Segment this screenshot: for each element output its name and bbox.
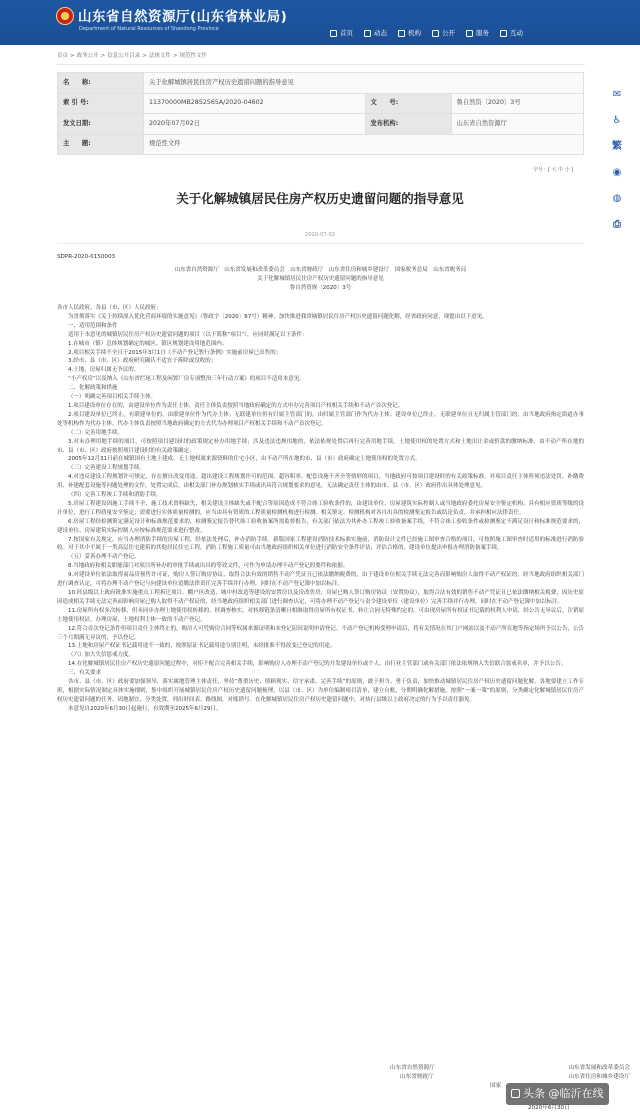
nav-item-3[interactable] (432, 28, 455, 39)
breadcrumb (57, 52, 585, 61)
nav-item-4[interactable] (466, 28, 489, 39)
font-size-control[interactable]: 字号：[ 大 中 小 ] (533, 167, 574, 173)
nav-item-label: 公开 (442, 29, 455, 37)
org-value: 山东省自然资源厅 (451, 114, 584, 135)
name-label: 名 称: (58, 73, 144, 94)
paragraph: 1.项目建设单位存在的，由建设单位作为责任主体。责任主体负责按照当地政府确定的方式申办完善项目产权相关手续和不动产首次登记。 (68, 402, 404, 409)
nav-item-2[interactable] (398, 28, 421, 39)
divider (57, 64, 585, 65)
paragraph: 各市、县（市、区）政府要加强领导，落实属地管理主体责任，坚持“尊重历史、照顾现实、信守承诺、完善手续”的原则，敢于担当、勇于负责，加快推动城镇居民住房产权历史遗留问题化解。各地要建立工作专班，根据实际情况制定具体实施细则，集中组织开展城镇居民住房产权历史遗留问题梳理，以县（市、区）为单位编制项目清单，建立台账，分期明确化解措施，按照“一案一策”的原则，分类确定化解城镇居民住房产权历史遗留问题的任务、因地制宜、分类处置，列出时间表、路线图，对账销号。在化解城镇居民住房产权历史遗留问题中，对执行县级以上政府决定的行为予以责任豁免。 (57, 679, 584, 703)
site-title[interactable]: 山东省自然资源厅(山东省林业局) (78, 9, 288, 25)
nav-item-label: 机构 (408, 29, 421, 37)
paragraph: 5.房屋工程建设因施工手续不全、施工技术资料缺失、相关建设主体缺失或不配合等原因造成不符合竣工验收条件的，由建设单位、房屋建筑实际控制人或当地政府委托房屋安全鉴定机构、具有相应资质等级的设计单位，进行工程质量安全鉴定；需要进行实体质量检测的，应当由具有资质的工程质量检测机构进行检测。相关鉴定、检测机构对各自出具的检测鉴定报告或结论负责，并承担相应法律责任。 (57, 500, 584, 516)
nav-item-label: 首页 (340, 29, 353, 37)
divider (57, 243, 584, 244)
paragraph: 6.房屋工程经检测鉴定满足设计和标准规范要求的，检测鉴定报告替代竣工验收备案所需监督报告，有关部门依法为其补办工程竣工验收备案手续，不符合竣工验收条件或检测鉴定不满足设计和标准规范要求的，建设单位、房屋建筑实际控制人应按标准规范要求进行整改。 (57, 518, 584, 534)
service-icon (466, 30, 473, 37)
breadcrumb-item[interactable]: 法规文件 (148, 53, 171, 59)
date-value: 2020年07月02日 (144, 114, 366, 135)
breadcrumb-item[interactable]: 信息公开目录 (107, 53, 141, 59)
paragraph: 本意见自2020年6月30日起施行，有效期至2025年6月29日。 (68, 705, 222, 712)
breadcrumb-item[interactable]: 规范性文件 (179, 53, 208, 59)
paragraph: 11.房屋所有权多次转移，但未同步办理土地使用权转移的，经调查核实，对转移链条清晰且相继取得房屋所有权证书、转让合同无特殊约定的，可由现房屋所有权证书记载的权利人申请，经公告无异议后，注销原土地使用权证，办理房屋、土地权利主体一致的不动产登记。 (57, 607, 584, 623)
signature-org: 山东省发展和改革委员会 (568, 1065, 630, 1071)
topic-label: 主 题: (58, 134, 144, 155)
paragraph: 14.在化解城镇居民住房产权历史遗留问题过程中，对拒不配合完善相关手续，影响购房人办理不动产登记的开发建设单位或个人，由行业主管部门或有关部门依法依规纳入失信联合惩戒名单，并予以公告。 (68, 661, 567, 668)
paragraph: （四）完善工程竣工手续和消防手续。 (68, 492, 162, 499)
issuers-title: 关于化解城镇居民住房产权历史遗留问题的指导意见 (257, 275, 384, 282)
main-nav (330, 28, 523, 39)
breadcrumb-separator: > (142, 53, 147, 59)
site-header (0, 0, 640, 45)
watermark (506, 1083, 609, 1105)
side-toolbar (606, 86, 628, 242)
breadcrumb-item[interactable]: 首页 (57, 53, 69, 59)
issuers-block (57, 266, 584, 293)
paragraph: “小产权房”以及纳入《山东省烂尾工程及闲置厂房专项整治三年行动方案》的项目不适用本意见。 (68, 376, 305, 383)
paragraph: （三）完善建设工程规划手续。 (68, 465, 146, 472)
paragraph: 3.对未办理用地手续的项目，可按照项目建设时的政策规定补办用地手续；涉及违法违规用地的，依法依规处置后再行完善用地手续。土地使用权的处置方式和土地出让金或价款的缴纳标准，由不动产所在地的市、县（市、区）政府按照项目建设时的有关政策确定。 (57, 438, 584, 454)
watermark-icon (511, 1089, 520, 1098)
paragraph: 各市人民政府，各县（市、区）人民政府： (57, 305, 162, 311)
document-title: 关于化解城镇居民住房产权历史遗留问题的指导意见 (176, 191, 464, 206)
docno-value: 鲁自然资〔2020〕3号 (451, 93, 584, 114)
breadcrumb-separator: > (70, 53, 75, 59)
paragraph: 9.对建设单位依法取得商品房预售许可证，购房人签订购房协议、取得合法有效的销售不动产凭证且已依法缴纳税费的，由于建设单位相关手续无法完善而影响购房人取得不动产权证的，经当地政府组织相关部门进行调查认定，可将办理不动产登记与向建设单位追缴法律责任完善手续并行办理，同时在不动产登记簿中加以标注。 (57, 572, 584, 588)
mail-icon[interactable]: ✉ (612, 88, 622, 100)
paragraph: 2.项目相关手续不全且于2015年3月1日《不动产登记暂行条例》实施前房屋已出售的； (68, 349, 282, 356)
index-label: 索 引 号: (58, 93, 144, 114)
name-value: 关于化解城镇居民住房产权历史遗留问题的指导意见 (144, 73, 584, 94)
paragraph: 2.项目建设单位已终止，有联建单位的，由联建单位作为代办主体；无联建单位但有归属主管部门的，由归属主管部门作为代办主体；建设单位已终止，无联建单位且无归属主管部门的，由当地政府指定街道办事处等机构作为代办主体。代办主体负责按照当地政府确定的方式代为办理项目产权相关手续和不动产首次登记。 (57, 411, 584, 427)
document-date: 2020-07-02 (304, 232, 336, 238)
breadcrumb-separator: > (100, 53, 106, 59)
paragraph: 适用于本意见的城镇居民住房产权历史遗留问题的项目（以下简称“项目”），应同时满足以下条件： (68, 331, 308, 338)
topic-value: 规范性文件 (144, 134, 584, 155)
signature-org: 山东省财政厅 (400, 1074, 434, 1081)
index-value: 11370000MB2852565A/2020-04602 (144, 93, 366, 114)
org-icon (398, 30, 405, 37)
signature-org: 国家 (490, 1083, 502, 1090)
date-label: 发文日期: (58, 114, 144, 135)
open-icon (432, 30, 439, 37)
paragraph: 10.经县级以上政府批准实施重点工程拆迁项目、棚户区改造、城中村改造等建设的安置房以及房改售房，房屋已购人签订购房协议（安置协议），取得合法有效的销售不动产凭证且已依法缴纳相关税费，因历史原因造成相关手续无法完善而影响房屋已购人取得不动产权证的，经当地政府组织相关部门进行调查认定，可将办理不动产登记与责令建设单位（建设单位）完善手续并行办理，同时在不动产登记簿中加以标注。 (57, 590, 584, 605)
issuers-docno: 鲁自然资规〔2020〕3号 (289, 284, 352, 291)
org-label: 发布机构: (365, 114, 451, 135)
signature-org: 山东省自然资源厅 (390, 1065, 435, 1071)
paragraph: （二）完善用地手续。 (68, 429, 124, 436)
docno-label: 文 号: (365, 93, 451, 114)
signature-date: 2020年6月30日 (528, 1105, 570, 1111)
paragraph: 8.当地政府和相关职能部门对项目所补办的审批手续或出具的等效文件，可作为申请办理不动产登记的要件和依据。 (68, 563, 349, 570)
document-number: SDPR-2020-0150003 (57, 254, 116, 260)
signature-org: 山东省住房和城乡建设厅 (568, 1074, 630, 1081)
paragraph: 2005年12月31日前在城镇国有土地上建成、无土地权属来源资料的住宅小区，由不动产所在地的市、县（市）政府确定土地使用权的处置方式。 (68, 456, 421, 463)
print-icon[interactable]: ⎙ (613, 218, 621, 230)
paragraph: 一、适用范围和条件 (68, 322, 118, 329)
paragraph: （一）明确完善项目相关手续主体。 (68, 394, 157, 401)
breadcrumb-separator: > (172, 53, 178, 59)
emblem-icon (56, 7, 74, 25)
paragraph: 4.对违反建设工程规划许可规定，存在擅自改变用途、超出建设工程规划许可的范围、超容积率、配套设施不齐全等情形的项目，当地政府可按项目建设时的有关政策标准，对项目责任主体所须违法处罚、补缴费用、补建配套设施等问题处理的文件，处置完成后，由相关部门补办规划核实手续或出具符合规划要求的意见。无法确定责任主体的由市、县（市、区）政府作出具体处理意见。 (57, 474, 584, 490)
nav-item-label: 动态 (374, 29, 387, 37)
paragraph: （六）加大失信惩戒力度。 (68, 652, 135, 659)
site-subtitle: Department of Natural Resources of Shandong Province (79, 26, 219, 32)
paragraph: 二、化解政策和措施 (68, 385, 118, 392)
nav-item-1[interactable] (364, 28, 387, 39)
news-icon (364, 30, 371, 37)
paragraph: 1.在城市（镇）总体规划确定的城区、镇区规划建设用地范围内； (68, 340, 228, 347)
document-meta-table (57, 72, 584, 155)
breadcrumb-item[interactable]: 政务公开 (76, 53, 99, 59)
paragraph: 12.符合首次登记条件但项目责任主体终止的，购房人可凭购房合同等权属来源证明和未登记原因说明申请登记。不动产登记机构受理申请后，将有关情况在其门户网站以及不动产所在地等指定场所予以公告，公告三个月期满无异议的，予以登记。 (57, 625, 584, 641)
weibo-icon[interactable]: ◉ (612, 166, 622, 178)
paragraph: 7.按国家有关规定，应当办理消防手续的房屋工程，经依法处理后，补办消防手续。新版国家工程建设消防技术标准实施前，消防设计文件已经施工图审查合格的项目，可按照施工图审查时适用的标准进行消防验收。对于其中不属于一类高层住宅建筑的其他居民住宅工程，消防工程施工质量可由当地政府组织相关单位进行消防安全条件评估，评估合格的，建设单位提出申报办理消防备案手续。 (57, 536, 584, 552)
paragraph: （五）妥善办理不动产登记。 (68, 554, 140, 561)
nav-item-5[interactable] (500, 28, 523, 39)
watermark-text: 头条 @临沂在线 (523, 1087, 604, 1100)
paragraph: 为贯彻落实《关于持续深入优化营商环境的实施意见》（鲁政字〔2020〕67号）精神，加快推进我省城镇居民住房产权历史遗留问题化解，经省政府同意，现提出以下意见。 (68, 313, 488, 320)
nav-item-0[interactable] (330, 28, 353, 39)
document-body (57, 304, 584, 714)
accessibility-icon[interactable]: ♿ (612, 114, 622, 126)
paragraph: 4.土地、房屋归属无争议的。 (68, 367, 140, 374)
wechat-icon[interactable]: ◍ (612, 192, 622, 204)
paragraph: 13.土地和房屋产权证书记载用途不一致的，按照原证书记载用途分别注明，未经批准不得改变已登记的用途。 (68, 643, 336, 650)
paragraph: 三、有关要求 (68, 670, 102, 677)
paragraph: 3.经市、县（市、区）政府研究确认不适宜于拆除或没收的； (68, 358, 217, 365)
traditional-chinese-icon[interactable]: 繁 (612, 140, 622, 152)
chat-icon (500, 30, 507, 37)
nav-item-label: 服务 (476, 29, 489, 37)
nav-item-label: 互动 (510, 29, 523, 37)
home-icon (330, 30, 337, 37)
issuers-line: 山东省自然资源厅 山东省发展和改革委员会 山东省财政厅 山东省住房和城乡建设厅 国家税务总局 山东省税务局 (174, 267, 467, 273)
